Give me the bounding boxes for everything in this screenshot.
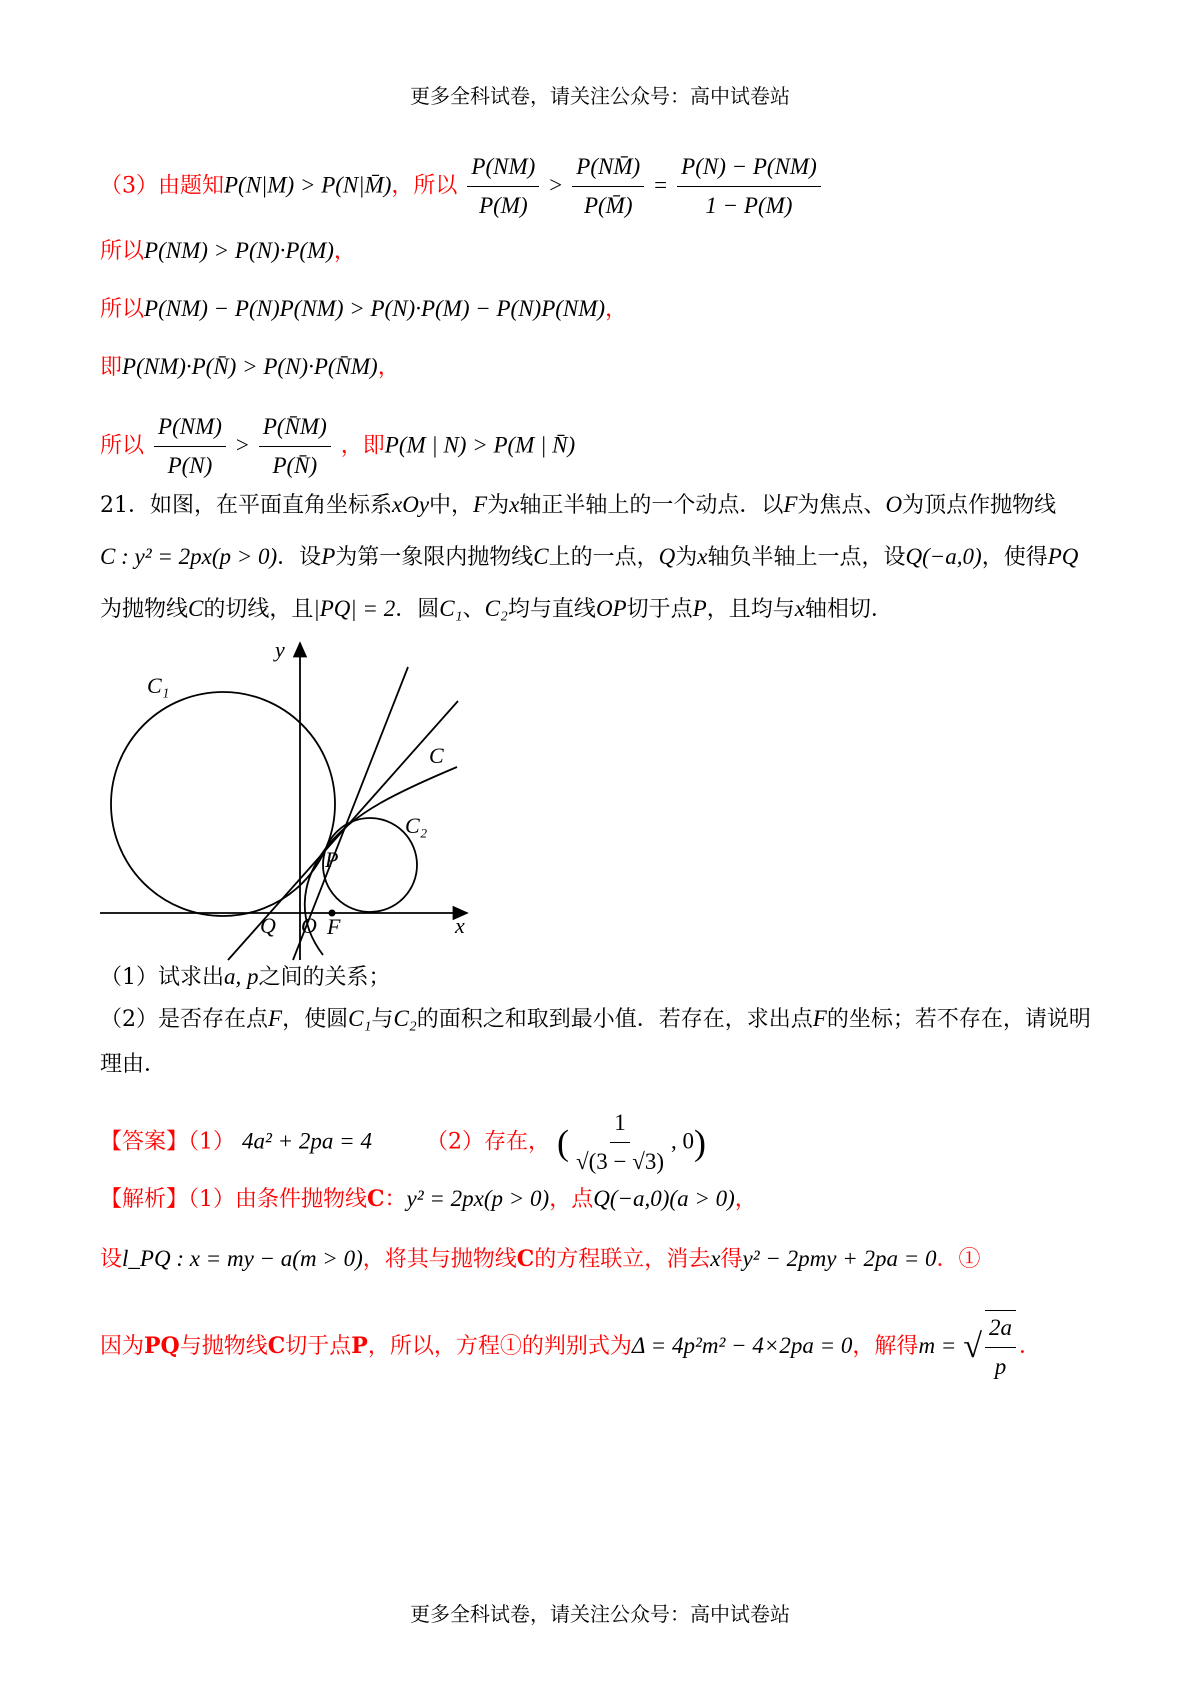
sqrt-fraction: $\frac{2a}{p}$ xyxy=(985,1310,1016,1384)
analysis-line1: 【解析】（1）由条件抛物线C：y² = 2px(p > 0)，点Q(−a,0)(a > 0)， xyxy=(100,1186,757,1212)
line5-math: P(M | N) > P(M | N̄) xyxy=(384,432,576,458)
subq2: （2）是否存在点F，使圆C₁与C₂的面积之和取到最小值．若存在，求出点F的坐标；若不存在，请说明 xyxy=(100,1006,1091,1032)
parabola-figure xyxy=(95,635,485,965)
part3-line1 xyxy=(100,150,824,223)
line5-prefix: 所以 xyxy=(100,433,145,459)
part3-line5 xyxy=(100,410,575,483)
c2-label: C₂ xyxy=(405,813,428,838)
q21-line1: 21．如图，在平面直角坐标系xOy中，F为x轴正半轴上的一个动点．以F为焦点、O为顶点作抛物线 xyxy=(100,492,1057,518)
subq1: （1）试求出a, p之间的关系； xyxy=(100,964,391,990)
circle-c1 xyxy=(111,692,335,916)
line2-prefix: 所以 xyxy=(100,239,145,264)
q21-line2: C : y² = 2px(p > 0)．设P为第一象限内抛物线C上的一点，Q为x轴负半轴上一点，设Q(−a,0)，使得PQ xyxy=(100,544,1079,570)
answer-tag: 【答案】 xyxy=(100,1129,189,1155)
line3-math: P(NM) − P(N)P(NM) > P(N)·P(M) − P(N)P(NM) xyxy=(144,296,606,321)
line2-math: P(NM) > P(N)·P(M) xyxy=(144,238,334,263)
analysis-tag: 【解析】 xyxy=(100,1187,189,1212)
line4-suffix: ， xyxy=(377,355,400,380)
q-label: Q xyxy=(260,913,276,938)
page-footer: 更多全科试卷，请关注公众号：高中试卷站 xyxy=(410,1602,790,1626)
fraction-a: $\frac{P(NM)}{P(M)}$ xyxy=(467,150,539,223)
answer-fraction: $\frac{1}{√(3 - √3)}$ xyxy=(572,1106,668,1179)
fraction-b: $\frac{P(NM̄)}{P(M̄)}$ xyxy=(572,150,644,223)
analysis-line3: 因为PQ与抛物线C切于点P，所以，方程①的判别式为Δ = 4p²m² − 4×2pa = 0，解得m = √ $\frac{2a}{p}$ ． xyxy=(100,1310,1041,1384)
analysis-line2: 设l_PQ : x = my − a(m > 0)，将其与抛物线C的方程联立，消去x得y² − 2pmy + 2pa = 0．① xyxy=(100,1246,981,1272)
line4-math: P(NM)·P(N̄) > P(N)·P(N̄M) xyxy=(122,354,378,379)
fraction-d: $\frac{P(NM)}{P(N)}$ xyxy=(154,410,226,483)
line2-suffix: ， xyxy=(333,239,356,264)
line3-suffix: ， xyxy=(605,297,628,322)
line3-prefix: 所以 xyxy=(100,297,145,322)
part3-prefix: （3）由题知 xyxy=(100,173,224,199)
eq-sign: = xyxy=(654,172,668,198)
c-label: C xyxy=(429,743,444,768)
fraction-c: $\frac{P(N) - P(NM)}{1 - P(M)}$ xyxy=(677,150,821,223)
c1-label: C₁ xyxy=(147,673,170,698)
p-label: P xyxy=(325,847,339,872)
line5-mid: ，即 xyxy=(340,433,385,459)
f-label: F xyxy=(327,914,341,939)
answer-line: 【答案】（1） 4a² + 2pa = 4 （2）存在， ( $\frac{1}{√(3 - √3)}$ , 0) xyxy=(100,1106,706,1179)
part3-cond: P(N|M) > P(N|M̄) xyxy=(224,172,392,198)
subq2-cont: 理由． xyxy=(100,1052,167,1077)
y-label: y xyxy=(275,637,285,662)
fraction-e: $\frac{P(N̄M)}{P(N̄)}$ xyxy=(259,410,331,483)
gt-sign-2: > xyxy=(235,432,249,458)
o-label: O xyxy=(301,913,317,938)
part3-mid: ，所以 xyxy=(391,173,458,199)
q21-line3: 为抛物线C的切线，且|PQ| = 2．圆C₁、C₂均与直线OP切于点P，且均与x轴相切． xyxy=(100,596,893,622)
gt-sign: > xyxy=(549,172,563,198)
part3-line4 xyxy=(100,350,400,385)
part3-line3 xyxy=(100,292,627,327)
x-label: x xyxy=(455,913,465,938)
part3-line2 xyxy=(100,234,356,269)
page-header: 更多全科试卷，请关注公众号：高中试卷站 xyxy=(410,84,790,108)
line4-prefix: 即 xyxy=(100,355,123,380)
